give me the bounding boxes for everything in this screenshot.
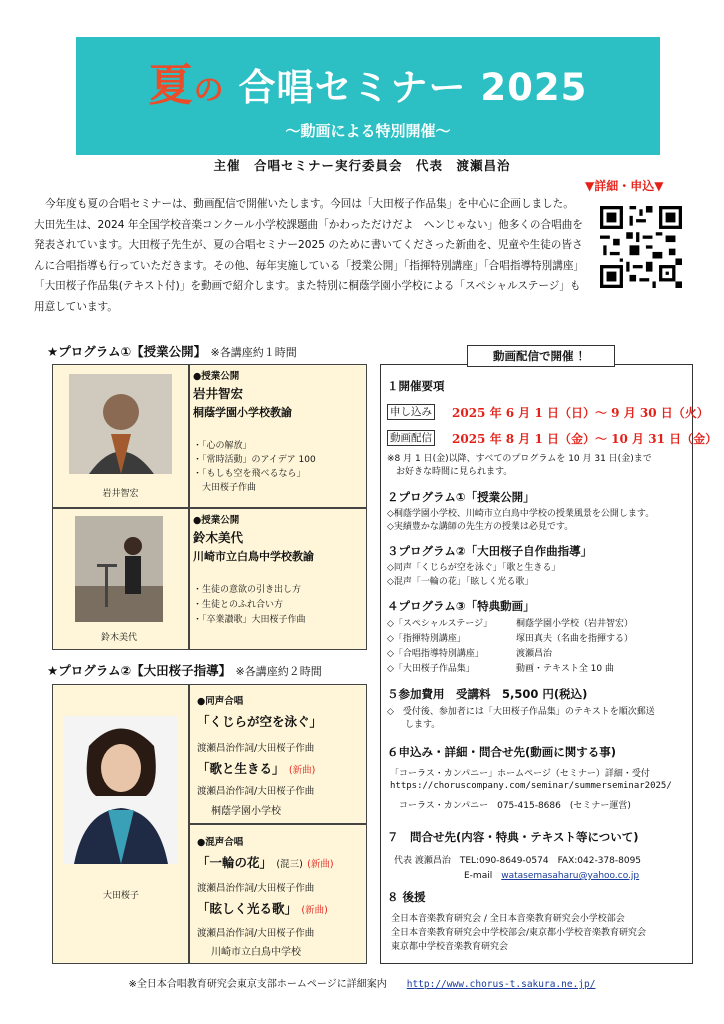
intro-paragraph: 今年度も夏の合唱セミナーは、動画配信で開催いたします。今回は「大田桜子作品集」を中心に企画しました。大田先生は、2024 年全国学校音楽コンクール小学校課題曲「かわっただけだよ へンじゃない」他多くの合唱曲を発表されています。大田桜子先生が、夏の合唱セミナー2025 のために書いてくださった新曲を、児童や生徒の皆さんに合唱指導も行っていただきます。その他、毎年実施している「授業公開」「指揮特別講座」「合唱指導特別講座」「大田桜子作品集(テキスト付)」を動画で紹介します。また特別に桐蔭学園小学校による「スペシャルステージ」も用意しています。 — [34, 198, 585, 313]
s6-line: コーラス・カンパニー 075-415-8686 (セミナー運営) — [390, 801, 631, 811]
new-song-badge: (新曲) — [288, 765, 316, 776]
seminar-url-link[interactable]: https://choruscompany.com/seminar/summerseminar2025/ — [390, 781, 672, 791]
teacher1-item: 大田桜子作曲 — [193, 483, 257, 493]
s4-row-label: ◇「スペシャルステージ」 — [387, 619, 493, 629]
program2-heading: ★プログラム②【大田桜子指導】 ※各講座約２時間 — [47, 663, 322, 678]
mixed-credit2: 渡瀬昌治作詞/大田桜子作曲 — [197, 928, 315, 939]
banner-title — [76, 49, 660, 113]
program1-heading: ★プログラム①【授業公開】 ※各講座約１時間 — [47, 344, 297, 359]
teacher1-item: ・「心の解放」 — [193, 441, 252, 451]
teacher2-item: ・生徒の意欲の引き出し方 — [193, 585, 302, 595]
detail-apply-label: ▼詳細・申込▼ — [585, 179, 664, 193]
s7-title: ７ 問合せ先(内容・特典・テキスト等について) — [387, 830, 639, 844]
s4-row-label: ◇「合唱指導特別講座」 — [387, 649, 484, 659]
mixed-credit1: 渡瀬昌治作詞/大田桜子作曲 — [197, 883, 315, 894]
s4-row-value: 渡瀬昌治 — [516, 649, 553, 659]
footer-text: ※全日本合唱教育研究会東京支部ホームページに詳細案内 — [128, 979, 387, 990]
info-panel-label: 動画配信で開催 ！ — [467, 345, 615, 367]
s6-title: ６申込み・詳細・問合せ先(動画に関する事) — [387, 745, 617, 759]
teacher1-role: 桐蔭学園小学校教諭 — [193, 406, 292, 419]
equal-credit1: 渡瀬昌治作詞/大田桜子作曲 — [197, 743, 315, 754]
s1-note: ※8 月 1 日(金)以降、すべてのプログラムを 10 月 31 日(金)まで — [387, 454, 652, 464]
new-song-badge: (新曲) — [307, 859, 334, 870]
stream-dates: 2025 年 8 月 1 日（金）～ 10 月 31 日（金） — [452, 432, 718, 446]
ota-photo — [64, 716, 178, 864]
mixed-song1: 「一輪の花」 (混三) (新曲) — [197, 855, 334, 870]
sponsor-line: 主催 合唱セミナー実行委員会 代表 渡瀬昌治 — [213, 158, 511, 173]
s2-line: ◇実績豊かな講師の先生方の授業は必見です。 — [387, 522, 574, 532]
teacher1-photo — [69, 374, 172, 474]
mixed-song2: 「眩しく光る歌」 (新曲) — [197, 901, 328, 916]
s2-title: ２プログラム①「授業公開」 — [387, 490, 535, 504]
s4-row-label: ◇「指揮特別講座」 — [387, 634, 466, 644]
program1-note: ※各講座約１時間 — [210, 346, 297, 359]
title-rest: 合唱セミナー 2025 — [238, 66, 588, 109]
teacher2-item: ・「卒業讃歌」大田桜子作曲 — [193, 615, 306, 625]
mixed-voice-sub: (混三) — [276, 859, 303, 870]
s1-note: お好きな時間に見られます。 — [387, 467, 513, 477]
teacher1-tag: ●授業公開 — [193, 371, 240, 382]
footer — [0, 975, 724, 990]
mixed-voice-tag: ●混声合唱 — [197, 837, 244, 848]
teacher1-caption: 岩井智宏 — [102, 489, 139, 499]
teacher1-name: 岩井智宏 — [193, 386, 244, 401]
s6-line: 「コーラス・カンパニー」ホームページ（セミナー）詳細・受付 — [390, 769, 650, 779]
s3-title: ３プログラム②「大田桜子自作曲指導」 — [387, 544, 593, 558]
title-natsu: 夏 — [148, 60, 194, 111]
s8-title: ８ 後援 — [387, 890, 426, 904]
s8-line: 全日本音楽教育研究会 / 全日本音楽教育研究会小学校部会 — [391, 914, 625, 924]
s5-line: ◇ 受付後、参加者には「大田桜子作品集」のテキストを順次郵送 — [387, 707, 655, 717]
s4-row-value: 動画・テキスト全 10 曲 — [516, 664, 614, 674]
title-no: の — [193, 73, 225, 108]
stream-label: 動画配信 — [387, 430, 435, 446]
s2-line: ◇桐蔭学園小学校、川崎市立白鳥中学校の授業風景を公開します。 — [387, 509, 655, 519]
ota-caption: 大田桜子 — [102, 891, 139, 901]
teacher2-name: 鈴木美代 — [193, 530, 244, 545]
s4-row-label: ◇「大田桜子作品集」 — [387, 664, 475, 674]
banner-subtitle: 〜動画による特別開催〜 — [285, 122, 451, 140]
equal-credit2: 渡瀬昌治作詞/大田桜子作曲 — [197, 786, 315, 797]
s4-title: ４プログラム③「特典動画」 — [387, 599, 535, 613]
footer-url-link[interactable]: http://www.chorus-t.sakura.ne.jp/ — [406, 979, 596, 990]
teacher2-caption: 鈴木美代 — [100, 633, 137, 643]
mixed-school: 川崎市立白鳥中学校 — [211, 947, 301, 958]
equal-song1: 「くじらが空を泳ぐ」 — [197, 714, 323, 729]
s8-line: 東京都中学校音楽教育研究会 — [391, 942, 509, 952]
s5-line: します。 — [387, 720, 441, 730]
apply-label: 申し込み — [387, 404, 435, 420]
s7-contact: 代表 渡瀬昌治 TEL:090-8649-0574 FAX:042-378-8095 — [394, 856, 642, 866]
teacher2-tag: ●授業公開 — [193, 515, 240, 526]
new-song-badge: (新曲) — [301, 905, 328, 916]
s7-email: E-mail watasemasaharu@yahoo.co.jp — [464, 871, 640, 881]
qr-code-icon[interactable] — [600, 206, 682, 288]
s1-title: １開催要項 — [387, 379, 445, 393]
s8-line: 全日本音楽教育研究会中学校部会/東京都小学校音楽教育研究会 — [391, 928, 647, 938]
teacher2-item: ・生徒とのふれ合い方 — [193, 600, 284, 610]
title-banner — [76, 37, 660, 155]
teacher2-photo — [75, 516, 163, 622]
teacher2-role: 川崎市立白鳥中学校教諭 — [193, 550, 314, 563]
s4-row-value: 塚田真夫（名曲を指揮する） — [516, 634, 634, 644]
s5-title: ５参加費用 受講料 5,500 円(税込) — [387, 687, 588, 701]
equal-song2: 「歌と生きる」 (新曲) — [197, 761, 316, 776]
equal-voice-tag: ●同声合唱 — [197, 696, 244, 707]
equal-school: 桐蔭学園小学校 — [211, 806, 281, 817]
teacher1-item: ・「常時活動」のアイデア 100 — [193, 455, 316, 465]
s3-line: ◇同声「くじらが空を泳ぐ」「歌と生きる」 — [387, 563, 561, 573]
apply-dates: 2025 年 6 月 1 日（日）～ 9 月 30 日（火） — [452, 406, 709, 420]
s3-line: ◇混声「一輪の花」「眩しく光る歌」 — [387, 577, 534, 587]
s4-row-value: 桐蔭学園小学校（岩井智宏） — [516, 619, 634, 629]
program2-note: ※各講座約２時間 — [235, 665, 322, 678]
email-link[interactable]: watasemasaharu@yahoo.co.jp — [501, 871, 640, 881]
teacher1-item: ・「もしも空を飛べるなら」 — [193, 469, 306, 479]
